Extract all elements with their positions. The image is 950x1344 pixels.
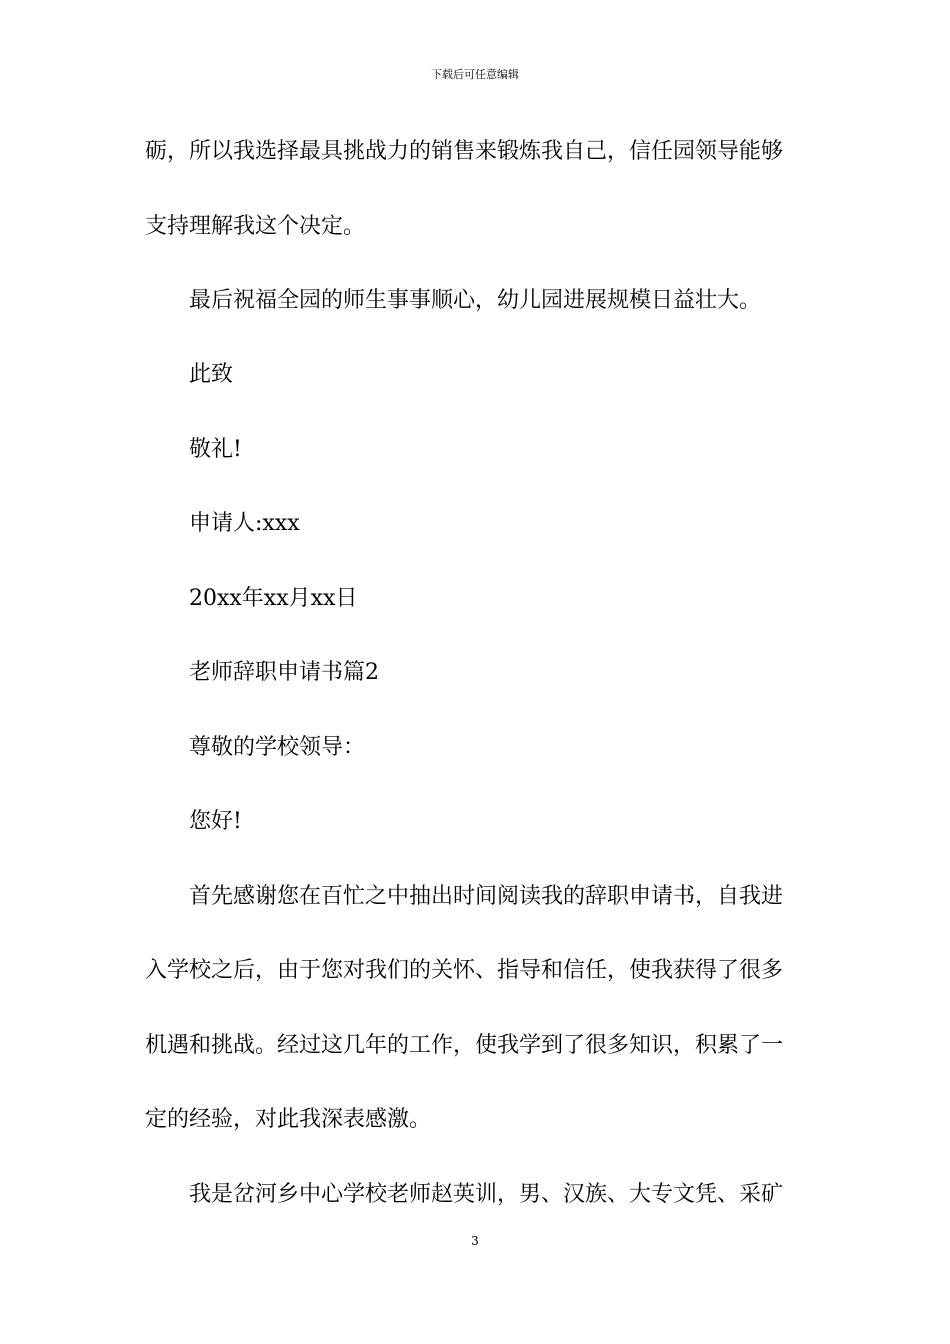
body-line-2: 支持理解我这个决定。 xyxy=(145,214,366,239)
section-title: 老师辞职申请书篇2 xyxy=(189,660,379,685)
page-header: 下载后可任意编辑 xyxy=(431,68,519,81)
closing-regards: 敬礼! xyxy=(189,437,242,462)
applicant-line: 申请人:xxx xyxy=(189,511,300,536)
greeting-line: 尊敬的学校领导： xyxy=(189,735,366,760)
closing-salutation: 此致 xyxy=(189,362,234,387)
body-line-12: 入学校之后，由于您对我们的关怀、指导和信任，使我获得了很多 xyxy=(145,958,784,983)
date-line: 20xx年xx月xx日 xyxy=(189,586,358,611)
page-number: 3 xyxy=(471,1234,479,1248)
body-line-11: 首先感谢您在百忙之中抽出时间阅读我的辞职申请书，自我进 xyxy=(189,884,784,909)
body-line-14: 定的经验，对此我深表感激。 xyxy=(145,1107,432,1132)
body-line-1: 砺，所以我选择最具挑战力的销售来锻炼我自己，信任园领导能够 xyxy=(145,139,784,164)
hello-line: 您好! xyxy=(189,809,242,834)
body-line-15: 我是岔河乡中心学校老师赵英训，男、汉族、大专文凭、采矿 xyxy=(189,1182,784,1207)
body-line-3: 最后祝福全园的师生事事顺心，幼儿园进展规模日益壮大。 xyxy=(189,288,762,313)
body-line-13: 机遇和挑战。经过这几年的工作，使我学到了很多知识，积累了一 xyxy=(145,1033,784,1058)
